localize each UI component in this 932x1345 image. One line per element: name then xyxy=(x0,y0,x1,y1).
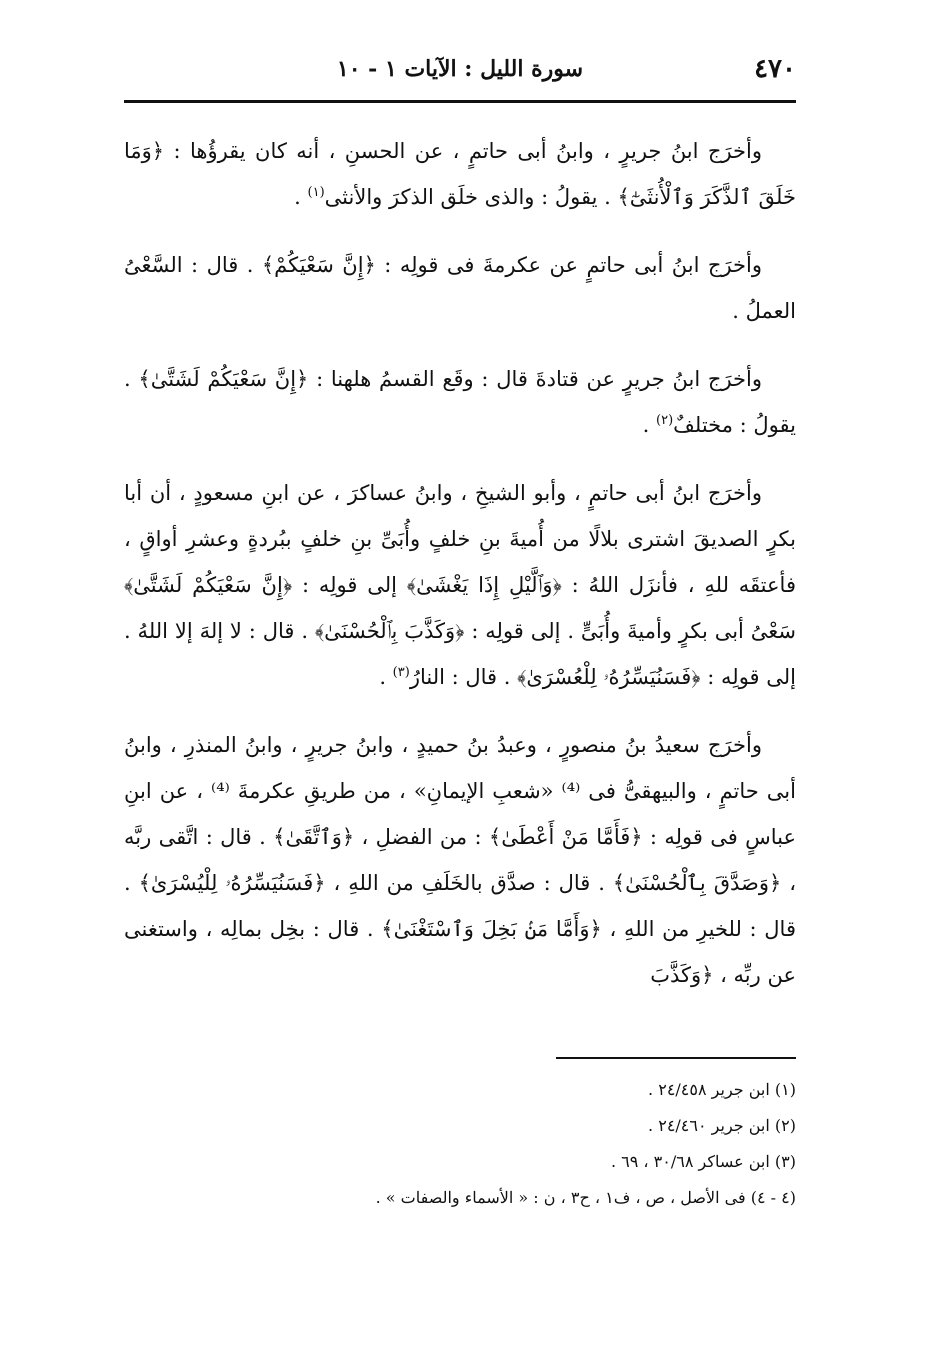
paragraph-5 xyxy=(124,722,796,998)
footnote-2: (٢) ابن جرير ٢٤/٤٦٠ . xyxy=(648,1116,796,1135)
main-text xyxy=(124,128,796,1020)
running-title: سورة الليل : الآيات ١ - ١٠ xyxy=(336,56,584,82)
footnote-3: (٣) ابن عساكر ٣٠/٦٨ ، ٦٩ . xyxy=(610,1152,796,1171)
page-header xyxy=(124,52,796,92)
paragraph-tail: . xyxy=(379,665,393,689)
page-number: ٤٧٠ xyxy=(754,54,796,84)
footnotes xyxy=(124,1072,796,1216)
footnote-ref: (٢) xyxy=(656,413,674,428)
paragraph-3 xyxy=(124,356,796,448)
paragraph-tail: . xyxy=(642,413,657,437)
paragraph-text: وأخرَج ابنُ أبى حاتمٍ ، وأبو الشيخِ ، وابنُ عساكرَ ، عن ابنِ مسعودٍ ، أن أبا بكرٍ الصديقَ اشترى بلالًا من أُميةَ بنِ خلفٍ وأُبَىِّ بنِ خلفٍ ببُردةٍ وعشرِ أواقٍ ، فأعتقَه للهِ ، فأنزَل اللهُ : ﴿وَٱلَّيْلِ إِذَا يَغْشَىٰ﴾ إلى قولِه : ﴿إِنَّ سَعْيَكُمْ لَشَتَّىٰ﴾ سَعْىُ أبى بكرٍ وأميةَ وأُبَىٍّ . إلى قولِه : ﴿وَكَذَّبَ بِٱلْحُسْنَىٰ﴾ . قال : لا إلهَ إلا اللهُ . إلى قولِه : ﴿فَسَنُيَسِّرُهُۥ لِلْعُسْرَىٰ﴾ . قال : النارُ xyxy=(124,481,796,689)
paragraph-text: وأخرَج ابنُ جريرٍ ، وابنُ أبى حاتمٍ ، عن الحسنِ ، أنه كان يقرؤُها : ﴿وَمَا خَلَقَ ٱلذَّكَرَ وَٱلْأُنثَىٰٓ﴾ . يقولُ : والذى خلَق الذكرَ والأنثى xyxy=(124,139,796,209)
footnote-ref: (٣) xyxy=(392,665,410,680)
paragraph-text: وأخرَج ابنُ أبى حاتمٍ عن عكرمةَ فى قولِه : ﴿إِنَّ سَعْيَكُمْ﴾ . قال : السَّعْىُ العملُ . xyxy=(124,253,796,323)
paragraph-tail: . xyxy=(294,185,308,209)
paragraph-text: وأخرَج ابنُ جريرٍ عن قتادةَ قال : وقَع القسمُ هلهنا : ﴿إِنَّ سَعْيَكُمْ لَشَتَّىٰ﴾ . يقولُ : مختلفٌ xyxy=(124,367,796,437)
footnote-ref: (١) xyxy=(307,185,325,200)
paragraph-text: وأخرَج سعيدُ بنُ منصورٍ ، وعبدُ بنُ حميدٍ ، وابنُ جريرٍ ، وابنُ المنذرِ ، وابنُ أبى حاتمٍ ، والبيهقىُّ فى ⁽⁴⁾ «شعبِ الإيمانِ» ، من طريقِ عكرمةَ ⁽⁴⁾ ، عن ابنِ عباسٍ فى قولِه : ﴿فَأَمَّا مَنْ أَعْطَىٰ﴾ : من الفضلِ ، ﴿وَٱتَّقَىٰ﴾ . قال : اتَّقى ربَّه ، ﴿وَصَدَّقَ بِٱلْحُسْنَىٰ﴾ . قال : صدَّق بالخَلَفِ من اللهِ ، ﴿فَسَنُيَسِّرُهُۥ لِلْيُسْرَىٰ﴾ . قال : للخيرِ من اللهِ ، ﴿وَأَمَّا مَنۢ بَخِلَ وَٱسْتَغْنَىٰ﴾ . قال : بخِل بمالِه ، واستغنى عن ربِّه ، ﴿وَكَذَّبَ xyxy=(124,733,796,987)
paragraph-1 xyxy=(124,128,796,220)
paragraph-2 xyxy=(124,242,796,334)
footnote-1: (١) ابن جرير ٢٤/٤٥٨ . xyxy=(648,1080,796,1099)
header-rule xyxy=(124,100,796,103)
paragraph-4 xyxy=(124,470,796,700)
footnote-rule xyxy=(556,1057,796,1059)
footnote-4: (٤ - ٤) فى الأصل ، ص ، ف١ ، ح٣ ، ن : « الأسماء والصفات » . xyxy=(375,1188,796,1207)
